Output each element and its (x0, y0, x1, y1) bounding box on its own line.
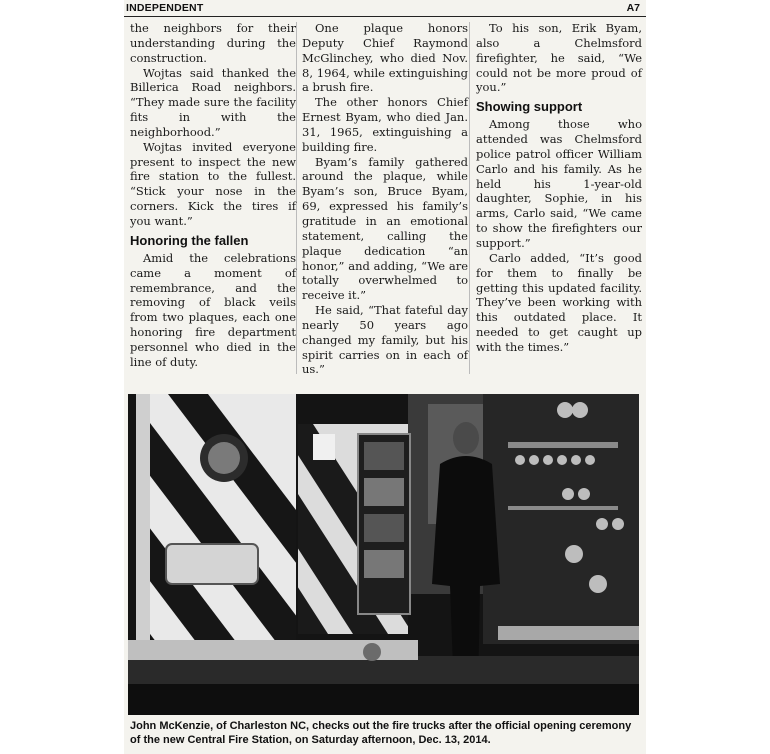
article-paragraph: Carlo added, “It’s good for them to finally be getting this updated facility. They’ve been working with this outdated place. It needed to get caught up with the times.” (476, 250, 642, 354)
news-photo (128, 394, 639, 715)
newspaper-page (124, 0, 646, 754)
photo-caption: John McKenzie, of Charleston NC, checks out the fire trucks after the official opening ceremony of the new Central Fire Station, on Saturday afternoon, Dec. 13, 2014. (130, 720, 632, 746)
column-divider (469, 22, 470, 374)
section-heading: Showing support (476, 99, 583, 115)
article-paragraph: Wojtas invited everyone present to inspect the new fire station to the fullest. “Stick your nose in the corners. Kick the tires if you want.” (130, 139, 296, 228)
page-number: A7 (626, 2, 640, 14)
article-paragraph: the neighbors for their understanding during the construction. (130, 21, 296, 65)
column-divider (296, 22, 297, 374)
article-paragraph: The other honors Chief Ernest Byam, who died Jan. 31, 1965, extinguishing a building fire. (302, 95, 468, 154)
article-paragraph: Amid the celebrations came a moment of remembrance, and the removing of black veils from two plaques, each one honoring fire department personnel who died in the line of duty. (130, 250, 296, 369)
article-paragraph: He said, “That fateful day nearly 50 years ago changed my family, but his spirit carries on in each of us.” (302, 303, 468, 377)
article-paragraph: Byam’s family gathered around the plaque, while Byam’s son, Bruce Byam, 69, expressed his family’s gratitude in an emotional statement, calling the plaque dedication “an honor,” and adding, “We are totally overwhelmed to receive it.” (302, 154, 468, 303)
publication-name: INDEPENDENT (126, 2, 204, 14)
article-paragraph: Wojtas said thanked the Billerica Road neighbors. “They made sure the facility fits in with the neighborhood.” (130, 65, 296, 139)
article-paragraph: Among those who attended was Chelmsford police patrol officer William Carlo and his family. As he held his 1-year-old daughter, Sophie, in his arms, Carlo said, “We came to show the firefighters our support.” (476, 117, 642, 250)
article-paragraph: One plaque honors Deputy Chief Raymond McGlinchey, who died Nov. 8, 1964, while extinguishing a brush fire. (302, 21, 468, 95)
article-paragraph: To his son, Erik Byam, also a Chelmsford firefighter, he said, “We could not be more proud of you.” (476, 21, 642, 95)
article-column-2 (302, 21, 468, 377)
page-header (124, 2, 646, 17)
article-column-1 (130, 21, 296, 370)
section-heading: Honoring the fallen (130, 232, 249, 248)
article-column-3 (476, 21, 642, 355)
